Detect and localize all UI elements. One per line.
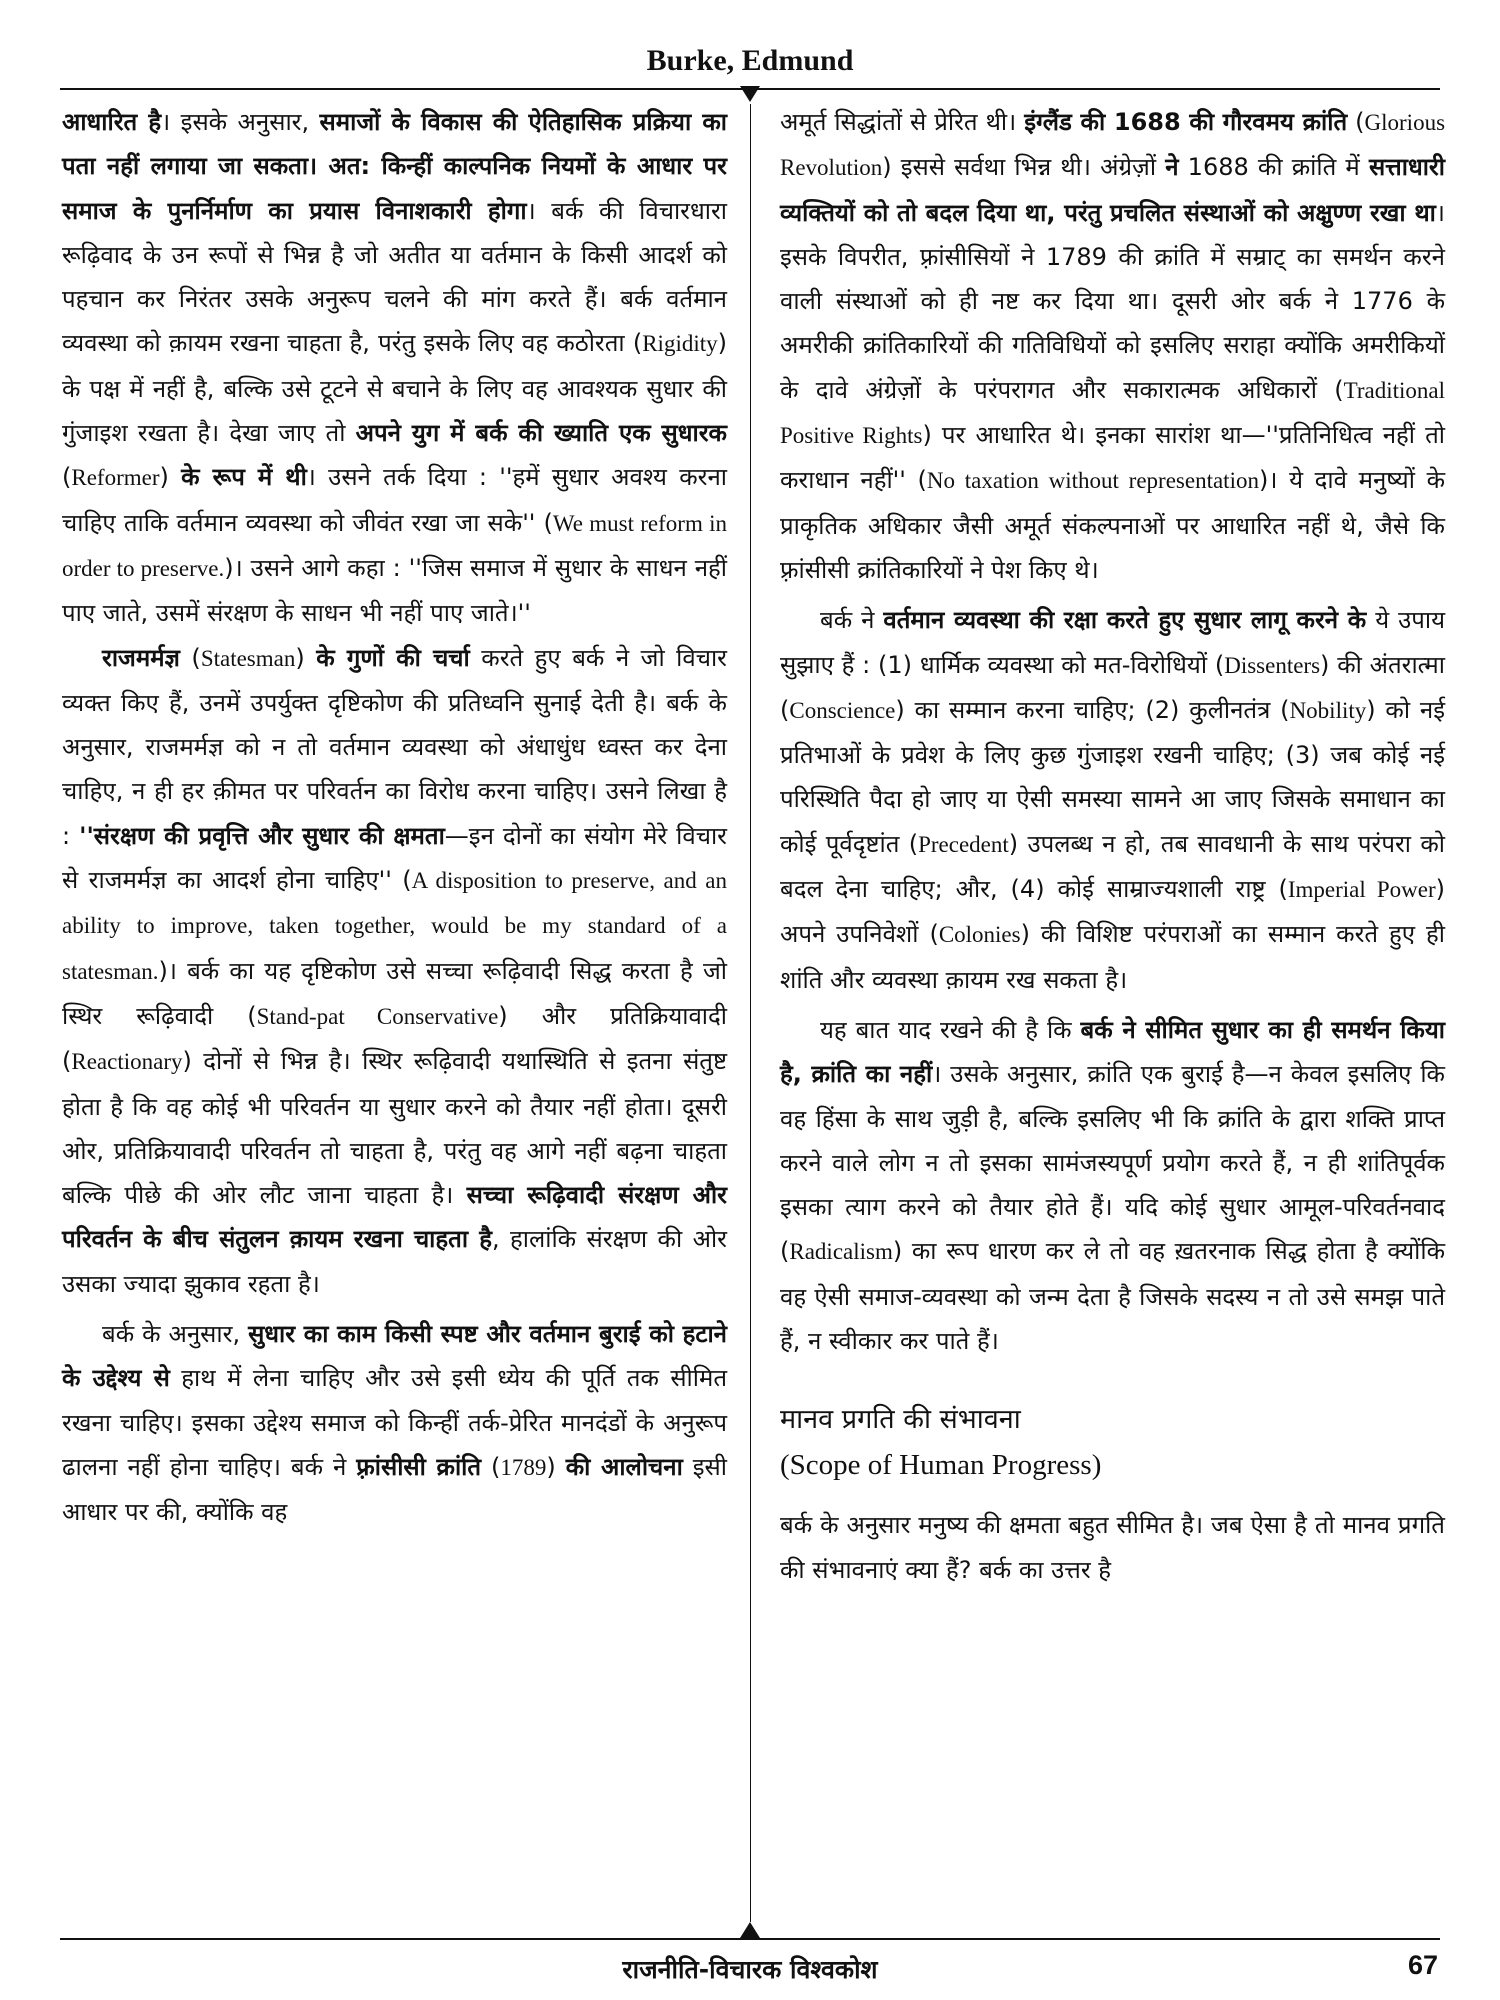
bold-text-run: बर्क ने सीमित सुधार का ही समर्थन किया है, क्रांति का नहीं — [780, 1015, 1445, 1089]
left-paragraph-1 — [62, 100, 727, 636]
bottom-marker-triangle — [740, 1922, 760, 1938]
english-term: Glorious Revolution — [780, 110, 1446, 181]
text-run: यह बात याद रखने की है कि — [820, 1015, 1081, 1044]
text-run: । बर्क की विचारधारा रूढ़िवाद के उन रूपों से भिन्न है जो अतीत या वर्तमान के किसी आदर्श को पहचान कर निरंतर उसके अनुरूप चलने की मांग करते हैं। बर्क वर्तमान व्यवस्था को क़ायम रखना चाहता है, परंतु इसके लिए वह कठोरता ( — [62, 196, 727, 358]
bold-text-run: राजमर्मज्ञ — [102, 643, 180, 672]
text-run: ) अपने उपनिवेशों ( — [780, 875, 1445, 949]
text-run: ) की विशिष्ट परंपराओं का सम्मान करते हुए ही शांति और व्यवस्था क़ायम रख सकता है। — [780, 920, 1446, 994]
text-run: ( — [481, 1452, 501, 1481]
top-marker-triangle — [740, 86, 760, 102]
text-run: । इसके अनुसार, — [161, 108, 320, 136]
english-term: Nobility — [1289, 697, 1367, 723]
english-term: Colonies — [938, 922, 1021, 948]
book-title: राजनीति-विचारक विश्वकोश — [622, 1955, 878, 1984]
text-run: ( — [1347, 108, 1365, 136]
text-run: ) दोनों से भिन्न है। स्थिर रूढ़िवादी यथास्थिति से इतना संतुष्ट होता है कि वह कोई भी परिवर्तन या सुधार करने को तैयार नहीं होता। दूसरी ओर, प्रतिक्रियावादी परिवर्तन तो चाहता है, परंतु वह आगे नहीं बढ़ना चाहता बल्कि पीछे की ओर लौट जाना चाहता है। — [62, 1047, 727, 1210]
text-run: ) को नई प्रतिभाओं के प्रवेश के लिए कुछ गुंजाइश रखनी चाहिए; (3) जब कोई नई परिस्थिति पैदा हो जाए या ऐसी समस्या सामने आ जाए जिसके समाधान का कोई पूर्वदृष्टांत ( — [780, 695, 1445, 858]
english-term: We must reform in order to preserve. — [62, 510, 727, 581]
bold-text-run: ने — [1165, 153, 1179, 182]
english-term: Dissenters — [1224, 652, 1321, 678]
text-run: ) — [159, 463, 182, 492]
text-run: बर्क के अनुसार, — [102, 1320, 249, 1349]
bold-text-run: सुधार का काम किसी स्पष्ट और वर्तमान बुराई को हटाने के उद्देश्य से — [62, 1320, 727, 1393]
text-run: ये उपाय सुझाए हैं : (1) धार्मिक व्यवस्था को मत-विरोधियों ( — [780, 606, 1445, 679]
english-term: Stand-pat Conservative — [256, 1003, 499, 1029]
english-term: Conscience — [789, 697, 896, 723]
english-term: Rigidity — [642, 331, 718, 357]
text-run: 1688 की क्रांति में — [1178, 153, 1369, 182]
bold-text-run: के रूप में थी — [181, 463, 307, 492]
text-run: )। उसने आगे कहा : ''जिस समाज में सुधार के साधन नहीं पाए जाते, उसमें संरक्षण के साधन भी नहीं पाए जाते।'' — [62, 553, 728, 628]
text-run: । उसके अनुसार, क्रांति एक बुराई है—न केवल इसलिए कि वह हिंसा के साथ जुड़ी है, बल्कि इसलिए भी कि क्रांति के द्वारा शक्ति प्राप्त करने वाले लोग न तो इसका सामंजस्यपूर्ण प्रयोग करते हैं, न ही शांतिपूर्वक इसका त्याग करने को तैयार होते हैं। यदि कोई सुधार आमूल-परिवर्तनवाद ( — [780, 1060, 1445, 1266]
text-run: , हालांकि संरक्षण की ओर उसका ज्यादा झुकाव रहता है। — [62, 1225, 727, 1298]
right-paragraph-2 — [780, 598, 1445, 1002]
bold-text-run: अपने युग में बर्क की ख्याति एक सुधारक — [355, 419, 727, 448]
bold-text-run: सच्चा रूढ़िवादी संरक्षण और परिवर्तन के बीच संतुलन क़ायम रखना चाहता है — [62, 1181, 727, 1254]
bold-text-run: आधारित है — [62, 108, 162, 136]
left-paragraph-3 — [62, 1312, 727, 1534]
english-term: Traditional Positive Rights — [780, 377, 1445, 449]
text-run: —इन दोनों का संयोग मेरे विचार से राजमर्मज्ञ का आदर्श होना चाहिए'' ( — [62, 821, 727, 895]
left-column — [62, 100, 727, 1535]
text-run: । उसने तर्क दिया : ''हमें सुधार अवश्य करना चाहिए ताकि वर्तमान व्यवस्था को जीवंत रखा जा सके'' ( — [62, 463, 727, 537]
footer-rule — [60, 1938, 1440, 1940]
text-run: )। ये दावे मनुष्यों के प्राकृतिक अधिकार जैसी अमूर्त संकल्पनाओं पर आधारित नहीं थे, जैसे कि फ़्रांसीसी क्रांतिकारियों ने पेश किए थे। — [780, 466, 1445, 584]
text-run: ) का सम्मान करना चाहिए; (2) कुलीनतंत्र ( — [895, 695, 1290, 724]
text-run: अमूर्त सिद्धांतों से प्रेरित थी। — [780, 108, 1025, 136]
section-title: मानव प्रगति की संभावना — [780, 1404, 1021, 1436]
running-header: Burke, Edmund — [646, 44, 854, 77]
text-run: ) के पक्ष में नहीं है, बल्कि उसे टूटने से बचाने के लिए वह आवश्यक सुधार की गुंजाइश रखता है। देखा जाए तो — [62, 329, 727, 448]
english-term: A disposition to preserve, and an ability to improve, taken together, would be my standard of a statesman. — [62, 868, 727, 984]
text-run: ) उपलब्ध न हो, तब सावधानी के साथ परंपरा को बदल देना चाहिए; और, (4) कोई साम्राज्यशाली राष्ट्र ( — [780, 829, 1446, 904]
text-run: हाथ में लेना चाहिए और उसे इसी ध्येय की पूर्ति तक सीमित रखना चाहिए। इसका उद्देश्य समाज को किन्हीं तर्क-प्रेरित मानदंडों के अनुरूप ढालना नहीं होना चाहिए। बर्क ने — [62, 1364, 728, 1481]
text-run: बर्क के अनुसार मनुष्य की क्षमता बहुत सीमित है। जब ऐसा है तो मानव प्रगति की संभावनाएं क्या हैं? बर्क का उत्तर है — [780, 1511, 1445, 1584]
section-subtitle: (Scope of Human Progress) — [780, 1449, 1102, 1482]
right-column — [780, 100, 1445, 1592]
bold-text-run: वर्तमान व्यवस्था की रक्षा करते हुए सुधार लागू करने के — [883, 606, 1367, 635]
bold-text-run: की आलोचना — [565, 1452, 683, 1481]
text-run: ) की अंतरात्मा ( — [780, 650, 1445, 724]
bold-text-run: फ़्रांसीसी क्रांति — [356, 1452, 482, 1481]
text-run: ) — [546, 1452, 566, 1481]
english-term: No taxation without representation — [926, 468, 1259, 494]
bold-text-run: ''संरक्षण की प्रवृत्ति और सुधार की क्षमता — [79, 821, 445, 850]
text-run: ) और प्रतिक्रियावादी ( — [62, 1001, 727, 1076]
right-paragraph-4 — [780, 1503, 1445, 1592]
bold-text-run: इंग्लैंड की 1688 की गौरवमय क्रांति — [1024, 108, 1348, 136]
english-term: 1789 — [500, 1454, 547, 1480]
text-run: करते हुए बर्क ने जो विचार व्यक्त किए हैं, उनमें उपर्युक्त दृष्टिकोण की प्रतिध्वनि सुनाई देती है। बर्क के अनुसार, राजमर्मज्ञ को न तो वर्तमान व्यवस्था को अंधाधुंध ध्वस्त कर देना चाहिए, न ही हर क़ीमत पर परिवर्तन का विरोध करना चाहिए। उसने लिखा है : — [62, 643, 728, 850]
text-run: । इसके विपरीत, फ़्रांसीसियों ने 1789 की क्रांति में सम्राट् का समर्थन करने वाली संस्थाओं को ही नष्ट कर दिया था। दूसरी ओर बर्क ने 1776 के अमरीकी क्रांतिकारियों की गतिविधियों को इसलिए सराहा क्योंकि अमरीकियों के दावे अंग्रेज़ों के परंपरागत और सकारात्मक अधिकारों ( — [780, 198, 1445, 404]
left-paragraph-2 — [62, 636, 727, 1306]
text-run: इसी आधार पर की, क्योंकि वह — [62, 1452, 728, 1527]
column-divider — [750, 104, 751, 1922]
text-run: ) का रूप धारण कर ले तो वह ख़तरनाक सिद्ध होता है क्योंकि वह ऐसी समाज-व्यवस्था को जन्म देता है जिसके सदस्य न तो उसे समझ पाते हैं, न स्वीकार कर पाते हैं। — [780, 1237, 1445, 1356]
right-paragraph-3 — [780, 1008, 1445, 1363]
english-term: Reformer — [71, 465, 160, 491]
bold-text-run: समाजों के विकास की ऐतिहासिक प्रक्रिया का पता नहीं लगाया जा सकता। अत: किन्हीं काल्पनिक नियमों के आधार पर समाज के पुनर्निर्माण का प्रयास विनाशकारी होगा — [62, 108, 727, 225]
text-run: ( — [179, 643, 201, 672]
bold-text-run: के गुणों की चर्चा — [316, 643, 470, 672]
english-term: Precedent — [918, 831, 1009, 857]
bold-text-run: सत्ताधारी व्यक्तियों को तो बदल दिया था, परंतु प्रचलित संस्थाओं को अक्षुण्ण रखा था — [780, 153, 1445, 227]
text-run: ) पर आधारित थे। इनका सारांश था—''प्रतिनिधित्व नहीं तो कराधान नहीं'' ( — [780, 421, 1445, 495]
english-term: Statesman — [200, 645, 296, 671]
page-number: 67 — [1407, 1950, 1438, 1980]
english-term: Imperial Power — [1287, 877, 1436, 903]
text-run: ( — [62, 463, 72, 492]
text-run: ) इससे सर्वथा भिन्न थी। अंग्रेज़ों — [882, 153, 1166, 182]
english-term: Reactionary — [71, 1049, 183, 1075]
right-paragraph-1 — [780, 100, 1445, 592]
text-run: ) — [295, 643, 317, 672]
text-run: )। बर्क का यह दृष्टिकोण उसे सच्चा रूढ़िवादी सिद्ध करता है जो स्थिर रूढ़िवादी ( — [62, 956, 727, 1030]
english-term: Radicalism — [789, 1239, 893, 1265]
text-run: बर्क ने — [820, 606, 884, 635]
